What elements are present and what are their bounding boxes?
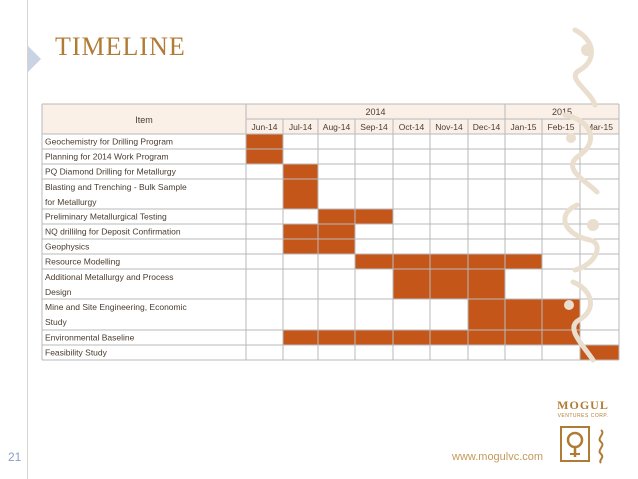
task-label: Environmental Baseline: [45, 332, 135, 343]
logo-script-icon: [594, 428, 608, 464]
item-header: Item: [135, 115, 153, 125]
task-bar: [355, 254, 542, 269]
task-label: PQ Diamond Drilling for Metallurgy: [45, 166, 176, 177]
logo-subtitle: VENTURES CORP.: [557, 413, 609, 419]
task-label: Geochemistry for Drilling Program: [45, 136, 174, 147]
task-label: Preliminary Metallurgical Testing: [45, 211, 167, 222]
task-bar: [393, 269, 505, 299]
year-label: 2014: [365, 107, 386, 117]
month-label: Jul-14: [288, 122, 313, 132]
task-label: Planning for 2014 Work Program: [45, 151, 169, 162]
task-label: NQ drillilng for Deposit Confirmation: [45, 226, 181, 237]
company-logo: [548, 398, 618, 470]
month-label: Jan-15: [510, 122, 537, 132]
year-label: 2015: [551, 107, 573, 117]
task-label: Mine and Site Engineering, Economic Study: [45, 302, 187, 327]
task-label: Feasibility Study: [45, 347, 107, 358]
footer-url[interactable]: www.mogulvc.com: [452, 451, 544, 463]
month-label: Mar-15: [586, 122, 613, 132]
task-bar: [283, 164, 318, 179]
month-label: Feb-15: [547, 122, 575, 132]
task-bar: [283, 224, 355, 239]
script-ornament-icon: [535, 20, 615, 380]
month-label: Aug-14: [322, 122, 351, 132]
task-label: Blasting and Trenching - Bulk Sample for Metallurgy: [45, 182, 187, 207]
task-bar: [246, 134, 283, 149]
month-label: Oct-14: [398, 122, 425, 132]
task-label: Additional Metallurgy and Process Design: [45, 272, 174, 297]
task-bar: [283, 239, 355, 254]
month-label: Dec-14: [472, 122, 501, 132]
slide-number: 21: [8, 450, 22, 464]
logo-name: MOGUL: [557, 398, 609, 412]
logo-mark-icon: [560, 426, 590, 462]
task-label: Geophysics: [45, 241, 90, 252]
task-bar: [246, 149, 283, 164]
month-label: Jun-14: [251, 122, 278, 132]
month-label: Nov-14: [435, 122, 463, 132]
slide-title: TIMELINE: [55, 32, 186, 61]
task-label: Resource Modelling: [45, 256, 121, 267]
task-bar: [283, 179, 318, 209]
month-label: Sep-14: [360, 122, 388, 132]
